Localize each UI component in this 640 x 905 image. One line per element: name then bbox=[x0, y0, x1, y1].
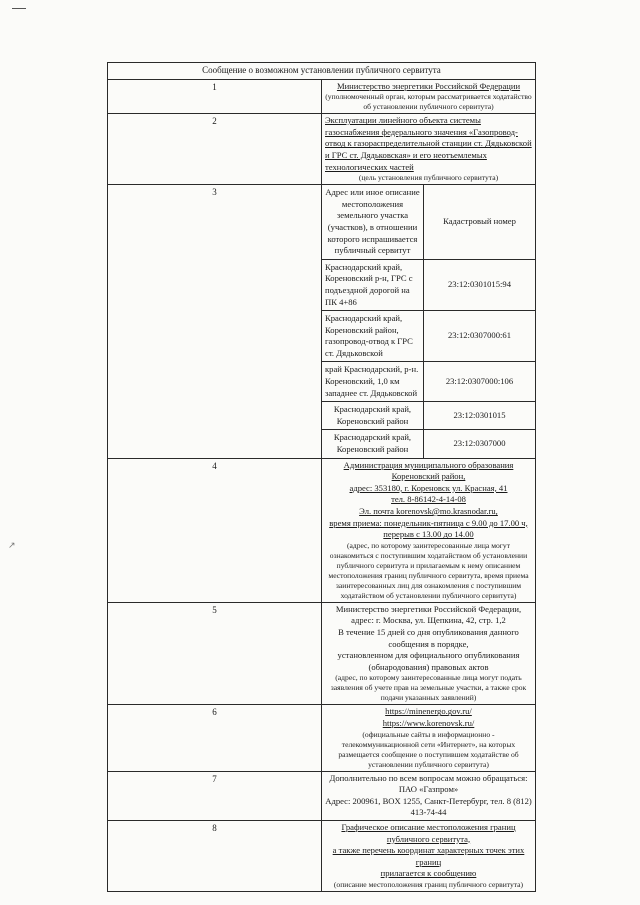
field-note: (описание местоположения границ публичного сервитута) bbox=[333, 879, 524, 889]
contact-line: адрес: г. Москва, ул. Щепкина, 42, стр. 1,2 bbox=[351, 615, 506, 626]
row-number: 1 bbox=[108, 79, 322, 114]
title-row bbox=[108, 63, 536, 80]
attachment-line: прилагается к сообщению bbox=[380, 868, 477, 879]
contact-line: В течение 15 дней со дня опубликования данного сообщения в порядке, bbox=[338, 626, 519, 649]
contact-line: тел. 8-86142-4-14-08 bbox=[391, 494, 466, 505]
row-8 bbox=[108, 820, 536, 891]
row-4 bbox=[108, 458, 536, 602]
contact-line: ПАО «Газпром» bbox=[398, 784, 459, 795]
row-2 bbox=[108, 114, 536, 185]
plot-address: Краснодарский край, Кореновский район bbox=[322, 402, 424, 430]
row-7 bbox=[108, 771, 536, 820]
field-note: (уполномоченный орган, которым рассматривается ходатайство об установлении публичного сервитута) bbox=[325, 92, 532, 112]
servitude-notice-table bbox=[107, 62, 536, 892]
row-3 bbox=[108, 185, 536, 458]
field-note: (официальные сайты в информационно - телекоммуникационной сети «Интернет», на которых размещается сообщение о поступившем ходатайстве об установлении публичного сервитута) bbox=[338, 729, 519, 769]
field-note: (адрес, по которому заинтересованные лица могут подать заявления об учете прав на земельные участки, а также срок подачи указанных заявлений) bbox=[330, 673, 527, 703]
plot-address: Краснодарский край, Кореновский район, газопровод-отвод к ГРС ст. Дядьковской bbox=[322, 311, 424, 362]
cadastral-number: 23:12:0301015 bbox=[424, 402, 536, 430]
field-note: (адрес, по которому заинтересованные лица могут ознакомиться с поступившим ходатайством об установлении публичного сервитута и прилагаемым к нему описанием местоположения границ публичного сервитута, время приема заинтересованных лиц для ознакомления с поступившим ходатайством об установлении публичного сервитута) bbox=[328, 540, 529, 600]
cadastral-number: 23:12:0301015:94 bbox=[424, 259, 536, 310]
row-number: 4 bbox=[108, 458, 322, 602]
table-row bbox=[322, 402, 535, 430]
website-link[interactable]: https://minenergo.gov.ru/ bbox=[385, 706, 472, 717]
table-row bbox=[322, 259, 535, 310]
field-note: (цель установления публичного сервитута) bbox=[358, 173, 499, 183]
plot-address: Краснодарский край, Кореновский р-н, ГРС с подъездной дорогой на ПК 4+86 bbox=[322, 259, 424, 310]
row-number: 7 bbox=[108, 771, 322, 820]
document-title: Сообщение о возможном установлении публичного сервитута bbox=[108, 63, 536, 80]
row-number: 6 bbox=[108, 705, 322, 771]
table-row bbox=[322, 362, 535, 402]
contact-line: Администрация муниципального образования Кореновский район, bbox=[343, 459, 514, 482]
land-plots-header bbox=[322, 185, 535, 259]
address-column-header: Адрес или иное описание местоположения земельного участка (участков), в отношении которого испрашивается публичный сервитут bbox=[322, 185, 424, 259]
scan-mark bbox=[12, 8, 26, 9]
servitude-purpose: Эксплуатации линейного объекта системы газоснабжения федерального значения «Газопровод-отвод к газораспределительной станции ст. Дядьковской и ГРС ст. Дядьковская» и его неотъемлемых технологических частей bbox=[325, 115, 532, 172]
row-5 bbox=[108, 602, 536, 705]
table-row bbox=[322, 430, 535, 458]
attachment-line: а также перечень координат характерных точек этих границ bbox=[332, 845, 525, 867]
land-plots-table bbox=[322, 185, 535, 457]
row-number: 2 bbox=[108, 114, 322, 185]
contact-line: Дополнительно по всем вопросам можно обращаться: bbox=[329, 772, 528, 783]
attachment-line: Графическое описание местоположения границ публичного сервитута, bbox=[341, 821, 516, 844]
website-link[interactable]: https://www.korenovsk.ru/ bbox=[382, 717, 475, 728]
scan-mark: ↗ bbox=[8, 540, 16, 550]
row-number: 8 bbox=[108, 820, 322, 891]
table-row bbox=[322, 311, 535, 362]
row-6 bbox=[108, 705, 536, 771]
contact-line: установленном для официального опубликования bbox=[337, 650, 520, 661]
contact-line: (обнародования) правовых актов bbox=[368, 661, 489, 672]
contact-line: Эл. почта korenovsk@mo.krasnodar.ru, bbox=[359, 506, 498, 516]
contact-line: Министерство энергетики Российской Федерации, bbox=[335, 603, 522, 614]
contact-line: Адрес: 200961, BOX 1255, Санкт-Петербург, тел. 8 (812) 413-74-44 bbox=[325, 795, 532, 818]
contact-line: время приема: понедельник-пятница с 9.00 до 17.00 ч, bbox=[329, 517, 528, 528]
contact-line: адрес: 353180, г. Кореновск ул. Красная, 41 bbox=[349, 482, 508, 493]
row-1 bbox=[108, 79, 536, 114]
cadastral-column-header: Кадастровый номер bbox=[424, 185, 536, 259]
authority-name: Министерство энергетики Российской Федерации bbox=[336, 80, 521, 91]
plot-address: край Краснодарский, р-н. Кореновский, 1,0 км западнее ст. Дядьковской bbox=[322, 362, 424, 402]
plot-address: Краснодарский край, Кореновский район bbox=[322, 430, 424, 458]
cadastral-number: 23:12:0307000:61 bbox=[424, 311, 536, 362]
contact-line: перерыв с 13.00 до 14.00 bbox=[383, 529, 474, 540]
row-number: 3 bbox=[108, 185, 322, 458]
cadastral-number: 23:12:0307000:106 bbox=[424, 362, 536, 402]
row-number: 5 bbox=[108, 602, 322, 705]
cadastral-number: 23:12:0307000 bbox=[424, 430, 536, 458]
